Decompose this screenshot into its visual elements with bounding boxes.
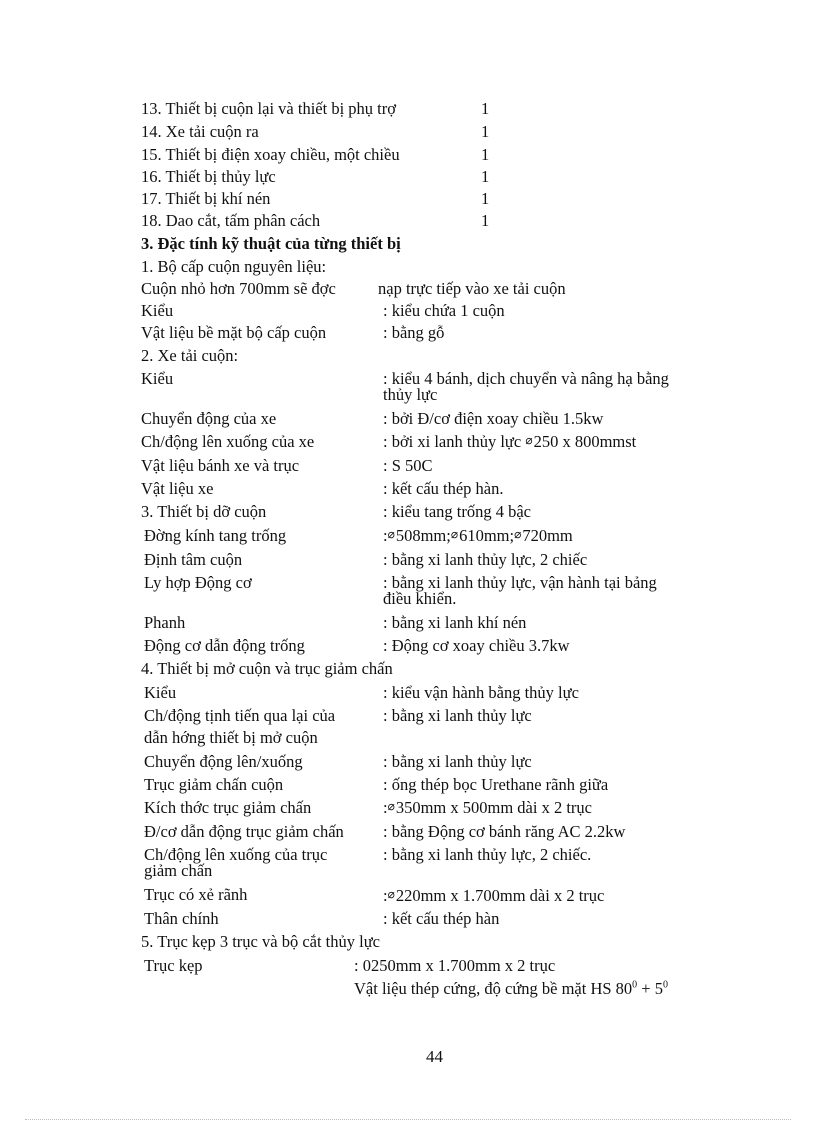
section-heading: 3. Đặc tính kỹ thuật của từng thiết bị bbox=[141, 234, 401, 253]
spec-value: : 0250mm x 1.700mm x 2 trục bbox=[354, 956, 556, 975]
section-5-title: 5. Trục kẹp 3 trục và bộ cắt thủy lực bbox=[141, 932, 380, 951]
spec-label: Thân chính bbox=[144, 909, 219, 928]
spec-value: :⌀350mm x 500mm dài x 2 trục bbox=[383, 798, 592, 817]
list-item-qty: 1 bbox=[481, 167, 490, 186]
page-edge-divider bbox=[25, 1119, 791, 1120]
spec-value: : kết cấu thép hàn bbox=[383, 909, 500, 928]
diameter-icon: ⌀ bbox=[514, 527, 522, 541]
diameter-icon: ⌀ bbox=[450, 527, 459, 541]
spec-value: :⌀220mm x 1.700mm dài x 2 trục bbox=[383, 886, 605, 905]
spec-label: Chuyển động của xe bbox=[141, 409, 277, 428]
spec-label: Kiểu bbox=[141, 369, 174, 388]
spec-value: : bằng xi lanh thủy lực, 2 chiếc bbox=[383, 550, 588, 569]
spec-label: Đ/cơ dẫn động trục giảm chấn bbox=[144, 822, 344, 841]
spec-value-text: + 5 bbox=[637, 979, 663, 998]
spec-label: Phanh bbox=[144, 613, 186, 632]
list-item-qty: 1 bbox=[481, 145, 490, 164]
spec-label: Động cơ dẫn động trống bbox=[144, 636, 305, 655]
spec-value-cont: điều khiển. bbox=[383, 589, 457, 608]
diameter-icon: ⌀ bbox=[525, 433, 533, 447]
spec-value: :⌀508mm;⌀610mm;⌀720mm bbox=[383, 526, 573, 545]
spec-label: Kiểu bbox=[141, 301, 174, 320]
spec-value: : bằng xi lanh khí nén bbox=[383, 613, 527, 632]
spec-label-cont: dẫn hớng thiết bị mở cuộn bbox=[144, 728, 318, 747]
page-number: 44 bbox=[426, 1047, 443, 1066]
spec-value: : bằng Động cơ bánh răng AC 2.2kw bbox=[383, 822, 626, 841]
superscript: 0 bbox=[662, 979, 668, 991]
spec-label: Kích thớc trục giảm chấn bbox=[144, 798, 312, 817]
spec-value-text: : bởi xi lanh thủy lực bbox=[383, 432, 522, 451]
diameter-icon: ⌀ bbox=[387, 527, 395, 541]
spec-value: : Động cơ xoay chiều 3.7kw bbox=[383, 636, 570, 655]
spec-value-text: 350mm x 500mm dài x 2 trục bbox=[395, 798, 592, 817]
spec-value: : bởi Đ/cơ điện xoay chiều 1.5kw bbox=[383, 409, 604, 428]
section-4-title: 4. Thiết bị mở cuộn và trục giảm chấn bbox=[141, 659, 393, 678]
section-1-note-end: nạp trực tiếp vào xe tải cuộn bbox=[378, 279, 566, 298]
spec-label-cont: giảm chấn bbox=[144, 861, 213, 880]
spec-label: Ch/động lên xuống của trục bbox=[144, 845, 328, 864]
list-item-qty: 1 bbox=[481, 122, 490, 141]
superscript: 0 bbox=[632, 979, 638, 991]
spec-label: Đờng kính tang trống bbox=[144, 526, 287, 545]
spec-label: Chuyển động lên/xuống bbox=[144, 752, 303, 771]
spec-label: Ch/động tịnh tiến qua lại của bbox=[144, 706, 336, 725]
spec-value: : S 50C bbox=[383, 456, 433, 475]
spec-value: : bằng xi lanh thủy lực, 2 chiếc. bbox=[383, 845, 592, 864]
spec-value-cont bbox=[354, 979, 668, 998]
section-1-note-start: Cuộn nhỏ hơn 700mm sẽ đợc bbox=[141, 279, 336, 298]
list-item: 13. Thiết bị cuộn lại và thiết bị phụ trợ bbox=[141, 99, 396, 118]
section-2-title: 2. Xe tải cuộn: bbox=[141, 346, 239, 365]
spec-value bbox=[383, 432, 636, 453]
diameter-icon: ⌀ bbox=[387, 887, 395, 901]
spec-value-text: 250 x 800mmst bbox=[533, 432, 637, 451]
section-3-title: 3. Thiết bị dỡ cuộn bbox=[141, 502, 267, 521]
list-item-qty: 1 bbox=[481, 99, 490, 118]
section-1-title: 1. Bộ cấp cuộn nguyên liệu: bbox=[141, 257, 327, 276]
spec-label: Vật liệu bề mặt bộ cấp cuộn bbox=[141, 323, 327, 342]
spec-label: Định tâm cuộn bbox=[144, 550, 243, 569]
spec-value: : ống thép bọc Urethane rãnh giữa bbox=[383, 775, 609, 794]
spec-value: : kiểu 4 bánh, dịch chuyển và nâng hạ bằng bbox=[383, 369, 669, 388]
spec-value: : bằng xi lanh thủy lực bbox=[383, 752, 532, 771]
list-item-qty: 1 bbox=[481, 211, 490, 230]
spec-value-cont: thủy lực bbox=[383, 385, 438, 404]
diameter-icon: ⌀ bbox=[387, 799, 395, 813]
spec-value-text: Vật liệu thép cứng, độ cứng bề mặt HS 80 bbox=[354, 979, 633, 998]
spec-value-text: 508mm; bbox=[395, 526, 451, 545]
spec-label: Ch/động lên xuống của xe bbox=[141, 432, 315, 451]
list-item: 14. Xe tải cuộn ra bbox=[141, 122, 259, 141]
spec-label: Trục giảm chấn cuộn bbox=[144, 775, 284, 794]
spec-label: Vật liệu xe bbox=[141, 479, 214, 498]
spec-label: Trục kẹp bbox=[144, 956, 203, 975]
list-item: 15. Thiết bị điện xoay chiều, một chiều bbox=[141, 145, 400, 164]
spec-value: : kiểu tang trống 4 bậc bbox=[383, 502, 532, 521]
spec-value: : bằng xi lanh thủy lực bbox=[383, 706, 532, 725]
spec-label: Kiểu bbox=[144, 683, 177, 702]
spec-value: : kết cấu thép hàn. bbox=[383, 479, 504, 498]
spec-value: : bằng xi lanh thủy lực, vận hành tại bảng bbox=[383, 573, 657, 592]
spec-label: Trục có xẻ rãnh bbox=[144, 885, 248, 904]
list-item: 18. Dao cắt, tấm phân cách bbox=[141, 211, 321, 230]
spec-value: : kiểu vận hành bằng thủy lực bbox=[383, 683, 579, 702]
spec-value-text: 720mm bbox=[522, 526, 573, 545]
list-item: 17. Thiết bị khí nén bbox=[141, 189, 271, 208]
spec-value-text: 220mm x 1.700mm dài x 2 trục bbox=[395, 886, 605, 905]
spec-value-text: 610mm; bbox=[459, 526, 515, 545]
spec-label: Vật liệu bánh xe và trục bbox=[141, 456, 300, 475]
list-item-qty: 1 bbox=[481, 189, 490, 208]
spec-value: : kiểu chứa 1 cuộn bbox=[383, 301, 505, 320]
spec-label: Ly hợp Động cơ bbox=[144, 573, 252, 592]
spec-value: : bằng gỗ bbox=[383, 323, 445, 342]
list-item: 16. Thiết bị thủy lực bbox=[141, 167, 276, 186]
